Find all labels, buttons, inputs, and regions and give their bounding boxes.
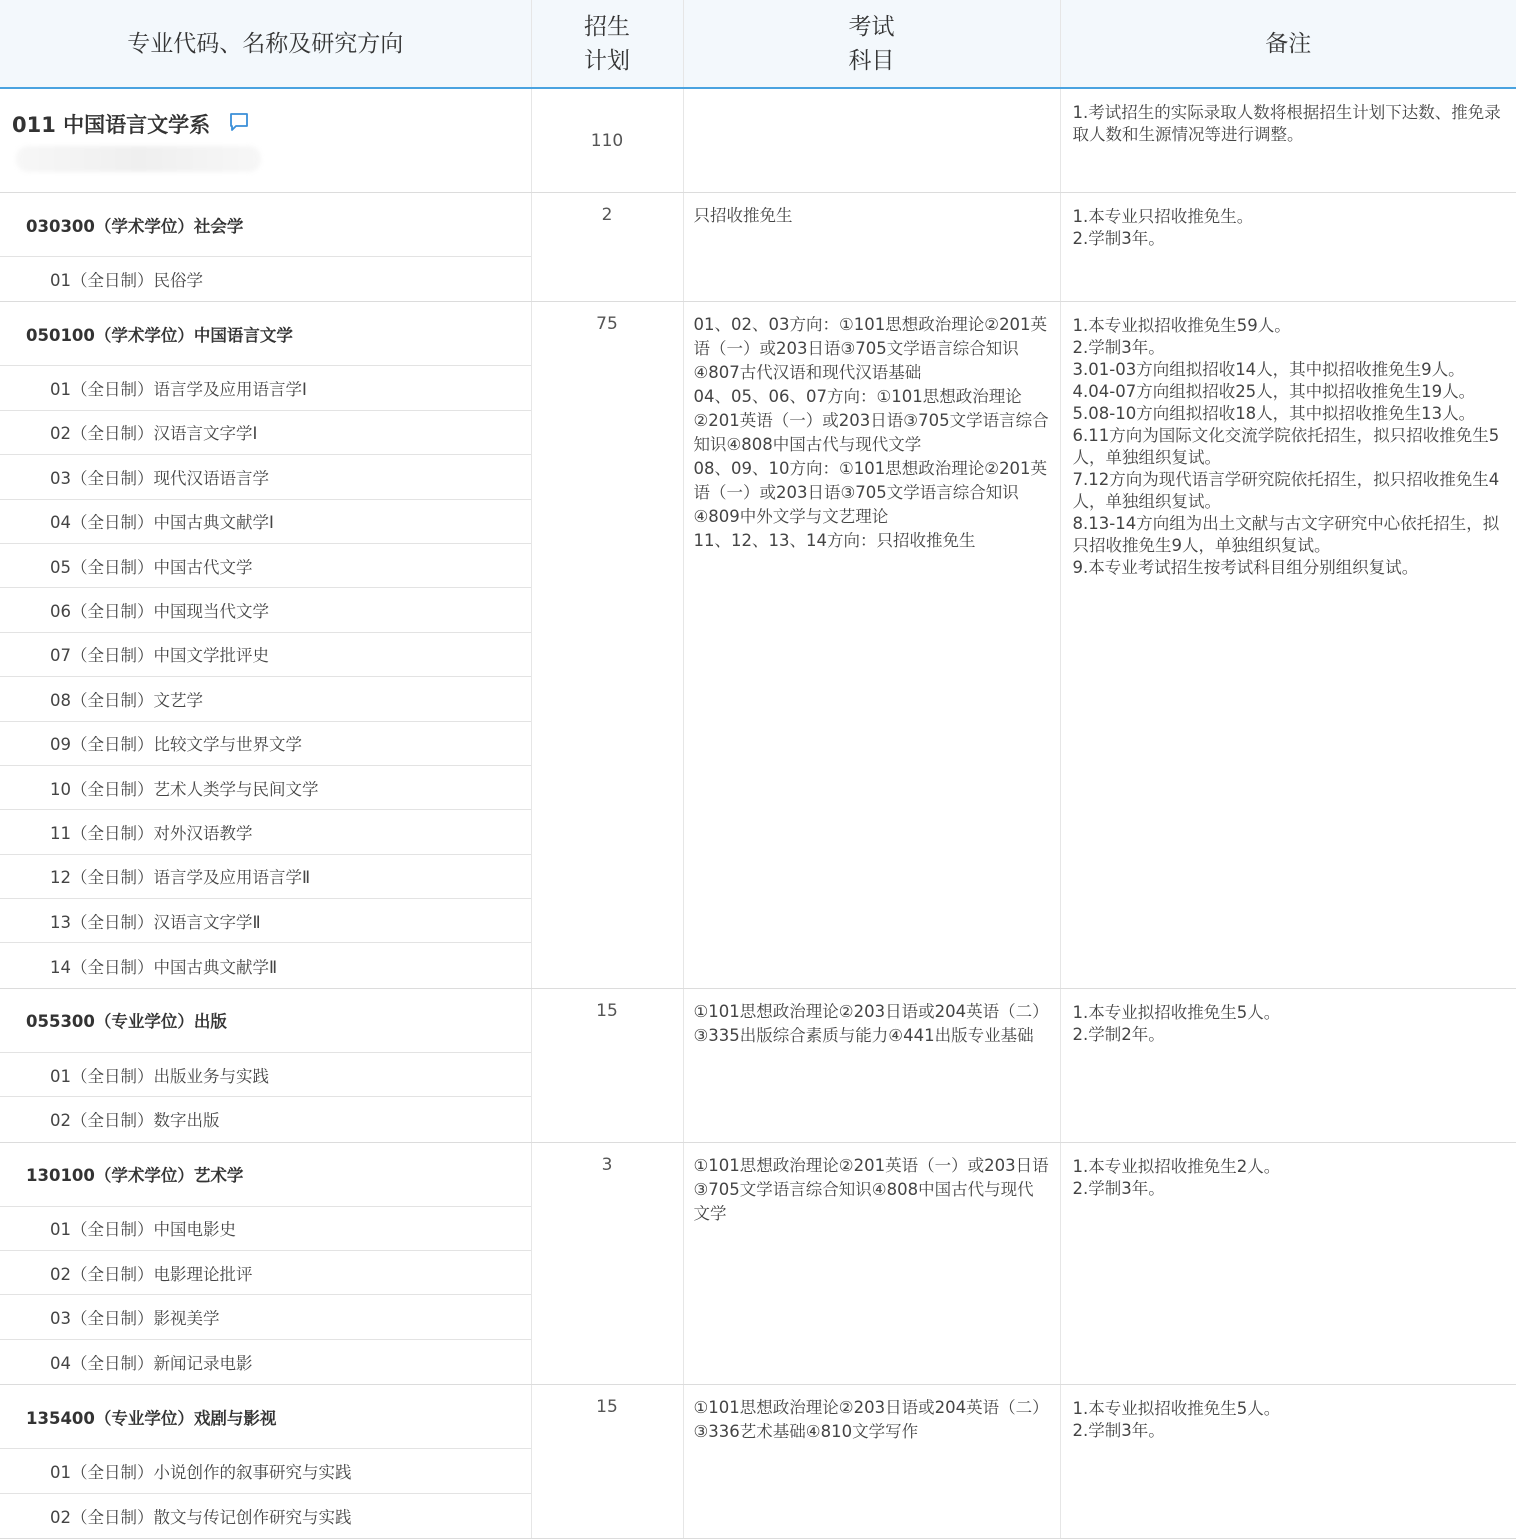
major-notes: 1.本专业拟招收推免生5人。 2.学制3年。 [1060, 1385, 1516, 1539]
direction-item: 01（全日制）中国电影史 [0, 1207, 531, 1251]
major-name: 050100（学术学位）中国语言文学 [0, 302, 531, 366]
direction-item: 03（全日制）影视美学 [0, 1295, 531, 1339]
major-notes: 1.本专业拟招收推免生59人。 2.学制3年。 3.01-03方向组拟招收14人，其中拟招收推免生9人。 4.04-07方向组拟招收25人，其中拟招收推免生19人。 5.08-10方向组拟招收18人，其中拟招收推免生13人。 6.11方向为国际文化交流学院依托招生，拟只招收推免生5人，单独组织复试。 7.12方向为现代语言学研究院依托招生，拟只招收推免生4人，单独组织复试。 8.13-14方向组为出土文献与古文字研究中心依托招生，拟只招收推免生9人，单独组织复试。 9.本专业考试招生按考试科目组分别组织复试。 [1060, 302, 1516, 988]
major-exam: ①101思想政治理论②203日语或204英语（二）③335出版综合素质与能力④441出版专业基础 [683, 988, 1060, 1142]
direction-item: 13（全日制）汉语言文字学Ⅱ [0, 899, 531, 943]
major-cell [0, 1385, 531, 1539]
department-cell [0, 88, 531, 193]
direction-item: 10（全日制）艺术人类学与民间文学 [0, 766, 531, 810]
direction-item: 02（全日制）散文与传记创作研究与实践 [50, 1507, 352, 1527]
major-exam: ①101思想政治理论②203日语或204英语（二）③336艺术基础④810文学写作 [683, 1385, 1060, 1539]
major-block [0, 1143, 531, 1385]
major-plan: 15 [531, 1385, 683, 1539]
direction-item: 01（全日制）小说创作的叙事研究与实践 [0, 1449, 531, 1493]
header-major: 专业代码、名称及研究方向 [0, 0, 531, 88]
direction-item: 01（全日制）出版业务与实践 [0, 1053, 531, 1097]
major-name: 135400（专业学位）戏剧与影视 [0, 1385, 531, 1449]
major-block [0, 302, 531, 987]
major-plan: 2 [531, 193, 683, 302]
major-block [0, 1385, 531, 1538]
major-cell [0, 193, 531, 302]
direction-item: 07（全日制）中国文学批评史 [0, 633, 531, 677]
direction-item: 03（全日制）现代汉语语言学 [0, 455, 531, 499]
header-plan-line1: 招生 [584, 13, 630, 40]
table-header-row [0, 0, 1516, 88]
direction-item: 02（全日制）汉语言文字学Ⅰ [0, 411, 531, 455]
major-cell [0, 988, 531, 1142]
header-exam [683, 0, 1060, 88]
major-plan: 15 [531, 988, 683, 1142]
major-row-group [0, 193, 1516, 302]
major-row-group [0, 1142, 1516, 1385]
direction-item: 04（全日制）新闻记录电影 [50, 1354, 253, 1373]
major-name: 130100（学术学位）艺术学 [0, 1143, 531, 1207]
direction-item: 14（全日制）中国古典文献学Ⅱ [50, 957, 278, 977]
department-notes: 1.考试招生的实际录取人数将根据招生计划下达数、推免录取人数和生源情况等进行调整。 [1060, 88, 1516, 193]
major-exam: 只招收推免生 [683, 193, 1060, 302]
department-exam [683, 88, 1060, 193]
major-block [0, 193, 531, 301]
direction-item: 06（全日制）中国现当代文学 [0, 588, 531, 632]
direction-item: 11（全日制）对外汉语教学 [0, 810, 531, 854]
header-notes: 备注 [1060, 0, 1516, 88]
major-name: 055300（专业学位）出版 [0, 989, 531, 1053]
major-notes: 1.本专业拟招收推免生5人。 2.学制2年。 [1060, 988, 1516, 1142]
direction-item: 02（全日制）电影理论批评 [0, 1251, 531, 1295]
direction-item: 01（全日制）语言学及应用语言学Ⅰ [0, 366, 531, 410]
major-notes: 1.本专业只招收推免生。 2.学制3年。 [1060, 193, 1516, 302]
header-plan-line2: 计划 [584, 47, 630, 74]
direction-item: 12（全日制）语言学及应用语言学Ⅱ [0, 855, 531, 899]
direction-item: 04（全日制）中国古典文献学Ⅰ [0, 500, 531, 544]
major-cell [0, 302, 531, 988]
major-row-group [0, 1385, 1516, 1539]
department-plan: 110 [531, 88, 683, 193]
department-title: 011 中国语言文学系 [12, 113, 211, 137]
major-notes: 1.本专业拟招收推免生2人。 2.学制3年。 [1060, 1142, 1516, 1385]
header-plan [531, 0, 683, 88]
major-plan: 75 [531, 302, 683, 988]
major-name: 030300（学术学位）社会学 [0, 193, 531, 257]
blurred-subtitle [16, 146, 261, 172]
department-row [0, 88, 1516, 193]
major-exam: 01、02、03方向：①101思想政治理论②201英语（一）或203日语③705文学语言综合知识④807古代汉语和现代汉语基础 04、05、06、07方向：①101思想政治理论②201英语（一）或203日语③705文学语言综合知识④808中国古代与现代文学 08、09、10方向：①101思想政治理论②201英语（一）或203日语③705文学语言综合知识④809中外文学与文艺理论 11、12、13、14方向：只招收推免生 [683, 302, 1060, 988]
major-cell [0, 1142, 531, 1385]
direction-item: 01（全日制）民俗学 [50, 271, 203, 291]
comment-icon[interactable] [228, 111, 250, 133]
department-title-wrap [12, 109, 250, 139]
major-exam: ①101思想政治理论②201英语（一）或203日语③705文学语言综合知识④808中国古代与现代文学 [683, 1142, 1060, 1385]
major-plan: 3 [531, 1142, 683, 1385]
direction-item: 05（全日制）中国古代文学 [0, 544, 531, 588]
header-exam-line1: 考试 [848, 13, 895, 40]
major-block [0, 989, 531, 1142]
direction-item: 09（全日制）比较文学与世界文学 [0, 722, 531, 766]
major-row-group [0, 988, 1516, 1142]
direction-item: 08（全日制）文艺学 [0, 677, 531, 721]
header-exam-line2: 科目 [848, 47, 895, 74]
major-row-group [0, 302, 1516, 988]
direction-item: 02（全日制）数字出版 [50, 1111, 220, 1131]
